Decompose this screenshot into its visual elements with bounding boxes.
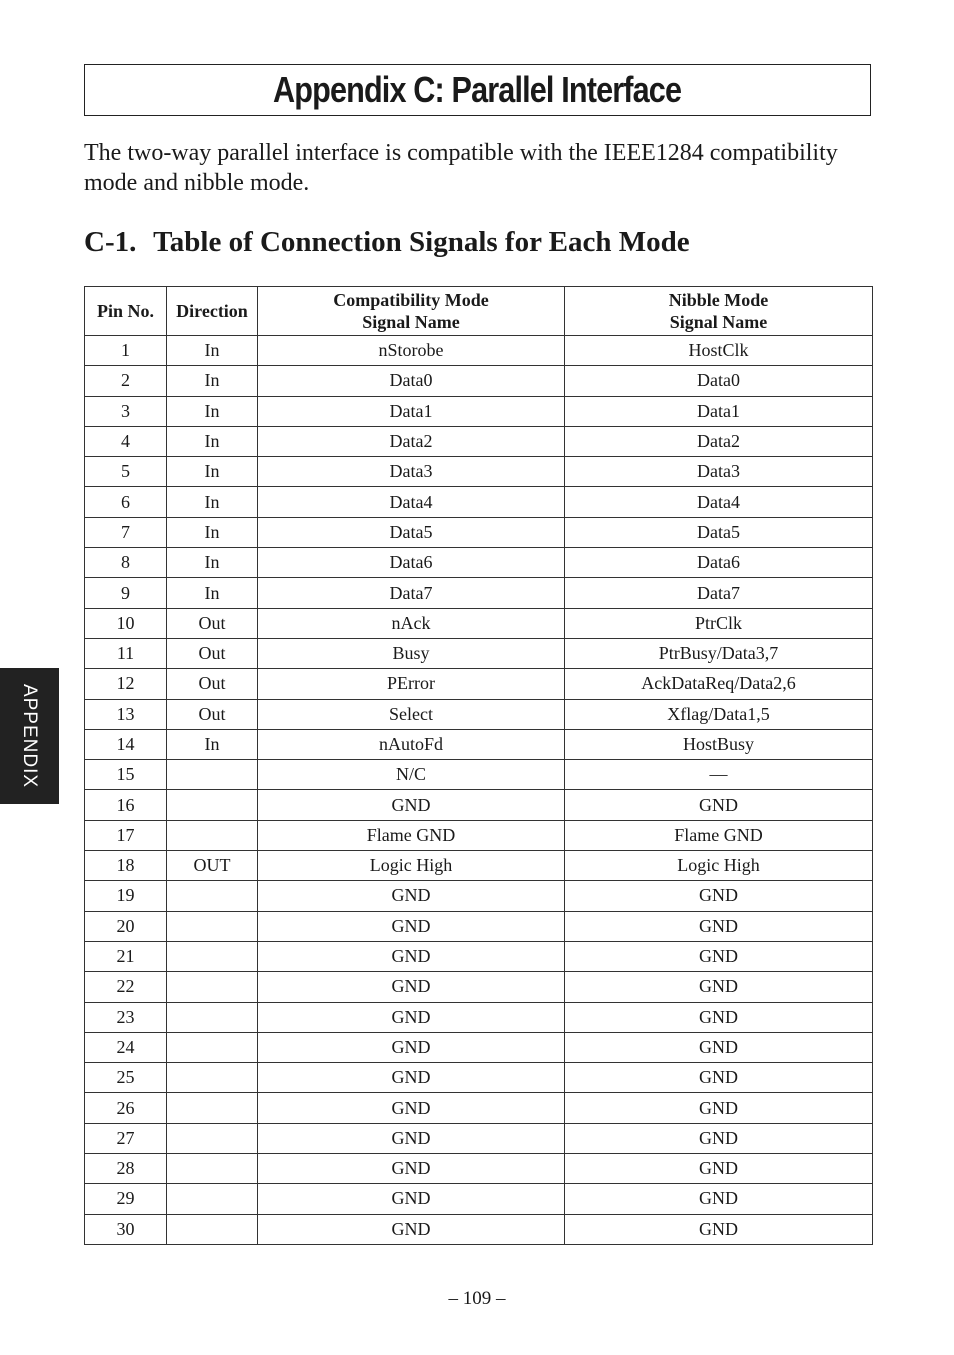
table-row	[85, 366, 873, 396]
cell-nibble-signal: GND	[565, 790, 873, 820]
cell-nibble-signal: GND	[565, 911, 873, 941]
cell-pin-no: 30	[85, 1214, 167, 1244]
cell-compat-signal: Busy	[258, 638, 565, 668]
cell-direction: In	[167, 426, 258, 456]
header-compatibility-mode	[258, 287, 565, 336]
cell-compat-signal: Data6	[258, 548, 565, 578]
cell-nibble-signal: GND	[565, 1002, 873, 1032]
cell-compat-signal: GND	[258, 1214, 565, 1244]
cell-direction: In	[167, 729, 258, 759]
side-tab-label: APPENDIX	[19, 683, 41, 789]
cell-pin-no: 19	[85, 881, 167, 911]
cell-compat-signal: GND	[258, 1093, 565, 1123]
cell-direction	[167, 1032, 258, 1062]
cell-direction	[167, 1002, 258, 1032]
cell-compat-signal: Data5	[258, 517, 565, 547]
cell-compat-signal: nStorobe	[258, 336, 565, 366]
table-row	[85, 608, 873, 638]
table-row	[85, 1032, 873, 1062]
page-title: Appendix C: Parallel Interface	[273, 69, 682, 110]
table-row	[85, 820, 873, 850]
table-row	[85, 881, 873, 911]
cell-compat-signal: nAutoFd	[258, 729, 565, 759]
table-row	[85, 729, 873, 759]
cell-nibble-signal: GND	[565, 881, 873, 911]
cell-compat-signal: N/C	[258, 760, 565, 790]
cell-pin-no: 14	[85, 729, 167, 759]
table-row	[85, 1093, 873, 1123]
cell-direction	[167, 1123, 258, 1153]
cell-pin-no: 4	[85, 426, 167, 456]
cell-compat-signal: GND	[258, 1184, 565, 1214]
cell-pin-no: 10	[85, 608, 167, 638]
table-row	[85, 851, 873, 881]
header-nibble-mode	[565, 287, 873, 336]
cell-compat-signal: PError	[258, 669, 565, 699]
cell-pin-no: 18	[85, 851, 167, 881]
table-row	[85, 1063, 873, 1093]
table-row	[85, 457, 873, 487]
cell-compat-signal: Logic High	[258, 851, 565, 881]
cell-nibble-signal: AckDataReq/Data2,6	[565, 669, 873, 699]
table-row	[85, 941, 873, 971]
cell-pin-no: 7	[85, 517, 167, 547]
connection-signals-table	[84, 286, 873, 1245]
cell-direction	[167, 881, 258, 911]
cell-compat-signal: GND	[258, 1002, 565, 1032]
cell-nibble-signal: Logic High	[565, 851, 873, 881]
cell-pin-no: 26	[85, 1093, 167, 1123]
table-row	[85, 790, 873, 820]
header-compat-line2: Signal Name	[362, 312, 460, 332]
cell-nibble-signal: GND	[565, 941, 873, 971]
cell-compat-signal: Data2	[258, 426, 565, 456]
cell-compat-signal: GND	[258, 1063, 565, 1093]
cell-direction	[167, 1093, 258, 1123]
cell-nibble-signal: GND	[565, 1063, 873, 1093]
cell-nibble-signal: GND	[565, 1093, 873, 1123]
cell-direction	[167, 911, 258, 941]
header-direction: Direction	[167, 287, 258, 336]
table-row	[85, 548, 873, 578]
cell-direction	[167, 820, 258, 850]
cell-compat-signal: GND	[258, 1154, 565, 1184]
cell-direction: Out	[167, 638, 258, 668]
cell-direction	[167, 972, 258, 1002]
cell-direction: In	[167, 457, 258, 487]
table-row	[85, 396, 873, 426]
cell-nibble-signal: GND	[565, 1184, 873, 1214]
cell-pin-no: 2	[85, 366, 167, 396]
cell-pin-no: 9	[85, 578, 167, 608]
table-row	[85, 1154, 873, 1184]
cell-nibble-signal: HostBusy	[565, 729, 873, 759]
table-row	[85, 487, 873, 517]
cell-direction	[167, 941, 258, 971]
cell-nibble-signal: Xflag/Data1,5	[565, 699, 873, 729]
cell-compat-signal: Flame GND	[258, 820, 565, 850]
cell-pin-no: 8	[85, 548, 167, 578]
cell-nibble-signal: GND	[565, 972, 873, 1002]
cell-nibble-signal: Flame GND	[565, 820, 873, 850]
cell-direction	[167, 1063, 258, 1093]
cell-direction: In	[167, 366, 258, 396]
appendix-side-tab	[0, 668, 59, 804]
cell-compat-signal: GND	[258, 911, 565, 941]
cell-compat-signal: GND	[258, 1032, 565, 1062]
table-row	[85, 1002, 873, 1032]
cell-nibble-signal: GND	[565, 1032, 873, 1062]
table-header-row	[85, 287, 873, 336]
cell-nibble-signal: Data3	[565, 457, 873, 487]
cell-nibble-signal: GND	[565, 1214, 873, 1244]
cell-direction	[167, 1214, 258, 1244]
table-row	[85, 638, 873, 668]
cell-nibble-signal: GND	[565, 1123, 873, 1153]
cell-nibble-signal: —	[565, 760, 873, 790]
header-nibble-line1: Nibble Mode	[668, 290, 769, 310]
table-row	[85, 972, 873, 1002]
cell-direction: OUT	[167, 851, 258, 881]
table-row	[85, 760, 873, 790]
cell-nibble-signal: PtrBusy/Data3,7	[565, 638, 873, 668]
header-compat-line1: Compatibility Mode	[333, 290, 489, 310]
cell-pin-no: 12	[85, 669, 167, 699]
table-row	[85, 911, 873, 941]
cell-pin-no: 22	[85, 972, 167, 1002]
section-heading	[84, 226, 690, 259]
cell-direction: In	[167, 578, 258, 608]
cell-nibble-signal: PtrClk	[565, 608, 873, 638]
cell-direction	[167, 760, 258, 790]
cell-direction	[167, 1154, 258, 1184]
cell-pin-no: 15	[85, 760, 167, 790]
cell-compat-signal: GND	[258, 881, 565, 911]
header-nibble-line2: Signal Name	[669, 312, 768, 332]
table-row	[85, 1123, 873, 1153]
cell-direction	[167, 790, 258, 820]
cell-nibble-signal: Data5	[565, 517, 873, 547]
cell-nibble-signal: GND	[565, 1154, 873, 1184]
cell-direction: In	[167, 396, 258, 426]
cell-pin-no: 1	[85, 336, 167, 366]
cell-pin-no: 6	[85, 487, 167, 517]
cell-nibble-signal: Data4	[565, 487, 873, 517]
table-row	[85, 517, 873, 547]
cell-nibble-signal: Data1	[565, 396, 873, 426]
cell-compat-signal: GND	[258, 790, 565, 820]
cell-compat-signal: Data3	[258, 457, 565, 487]
cell-pin-no: 29	[85, 1184, 167, 1214]
cell-pin-no: 27	[85, 1123, 167, 1153]
cell-compat-signal: Data4	[258, 487, 565, 517]
title-box	[84, 64, 871, 116]
intro-paragraph: The two-way parallel interface is compatible with the IEEE1284 compatibility mode and nibble mode.	[84, 140, 838, 196]
cell-pin-no: 28	[85, 1154, 167, 1184]
cell-nibble-signal: HostClk	[565, 336, 873, 366]
cell-compat-signal: Select	[258, 699, 565, 729]
section-number: C-1.	[84, 226, 137, 258]
table-row	[85, 578, 873, 608]
cell-nibble-signal: Data0	[565, 366, 873, 396]
table-row	[85, 426, 873, 456]
cell-pin-no: 23	[85, 1002, 167, 1032]
cell-direction	[167, 1184, 258, 1214]
cell-direction: Out	[167, 669, 258, 699]
header-pin-no: Pin No.	[85, 287, 167, 336]
cell-compat-signal: Data7	[258, 578, 565, 608]
cell-compat-signal: Data1	[258, 396, 565, 426]
cell-nibble-signal: Data6	[565, 548, 873, 578]
cell-pin-no: 5	[85, 457, 167, 487]
cell-nibble-signal: Data2	[565, 426, 873, 456]
cell-pin-no: 25	[85, 1063, 167, 1093]
cell-direction: Out	[167, 608, 258, 638]
cell-pin-no: 11	[85, 638, 167, 668]
cell-nibble-signal: Data7	[565, 578, 873, 608]
cell-pin-no: 17	[85, 820, 167, 850]
cell-direction: In	[167, 487, 258, 517]
cell-direction: In	[167, 336, 258, 366]
cell-pin-no: 24	[85, 1032, 167, 1062]
cell-pin-no: 16	[85, 790, 167, 820]
table-row	[85, 1214, 873, 1244]
cell-pin-no: 13	[85, 699, 167, 729]
page-number: – 109 –	[448, 1288, 506, 1309]
cell-pin-no: 3	[85, 396, 167, 426]
table-row	[85, 699, 873, 729]
cell-pin-no: 21	[85, 941, 167, 971]
cell-compat-signal: Data0	[258, 366, 565, 396]
table-row	[85, 1184, 873, 1214]
cell-compat-signal: nAck	[258, 608, 565, 638]
cell-direction: Out	[167, 699, 258, 729]
cell-direction: In	[167, 517, 258, 547]
cell-compat-signal: GND	[258, 941, 565, 971]
cell-compat-signal: GND	[258, 1123, 565, 1153]
table-row	[85, 669, 873, 699]
table-row	[85, 336, 873, 366]
cell-direction: In	[167, 548, 258, 578]
section-title: Table of Connection Signals for Each Mode	[153, 226, 690, 258]
table-body	[85, 336, 873, 1245]
cell-pin-no: 20	[85, 911, 167, 941]
cell-compat-signal: GND	[258, 972, 565, 1002]
